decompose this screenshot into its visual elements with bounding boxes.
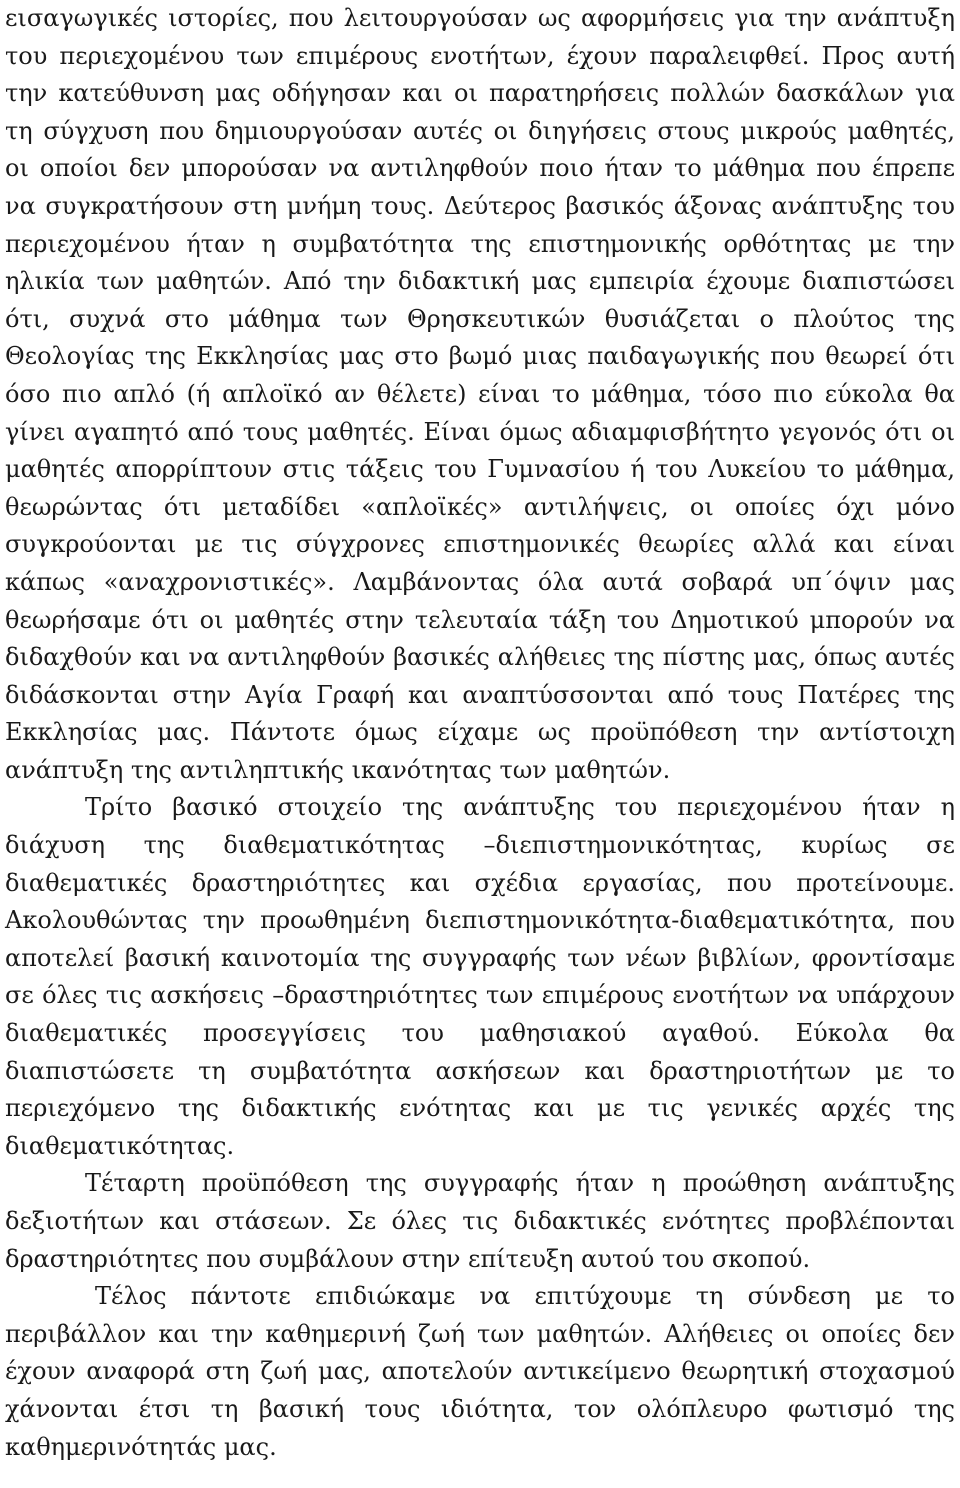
document-page (5, 0, 955, 1466)
paragraph-2: Τρίτο βασικό στοιχείο της ανάπτυξης του περιεχομένου ήταν η διάχυση της διαθεματικότητας –διεπιστημονικότητας, κυρίως σε διαθεματικές δραστηριότητες και σχέδια εργασίας, που προτείνουμε. Ακολουθώντας την προωθημένη διεπιστημονικότητα-διαθεματικότητα, που αποτελεί βασική καινοτομία της συγγραφής των νέων βιβλίων, φροντίσαμε σε όλες τις ασκήσεις –δραστηριότητες των επιμέρους ενοτήτων να υπάρχουν διαθεματικές προσεγγίσεις του μαθησιακού αγαθού. Εύκολα θα διαπιστώσετε τη συμβατότητα ασκήσεων και δραστηριοτήτων με το περιεχόμενο της διδακτικής ενότητας και με τις γενικές αρχές της διαθεματικότητας. (5, 793, 955, 1160)
paragraph-4: Τέλος πάντοτε επιδιώκαμε να επιτύχουμε τη σύνδεση με το περιβάλλον και την καθημερινή ζωή των μαθητών. Αλήθειες οι οποίες δεν έχουν αναφορά στη ζωή μας, αποτελούν αντικείμενο θεωρητική στοχασμού χάνονται έτσι τη βασική τους ιδιότητα, τον ολόπλευρο φωτισμό της καθημερινότητάς μας. (5, 1282, 955, 1461)
paragraph-1: εισαγωγικές ιστορίες, που λειτουργούσαν ως αφορμήσεις για την ανάπτυξη του περιεχομένου των επιμέρους ενοτήτων, έχουν παραλειφθεί. Προς αυτή την κατεύθυνση μας οδήγησαν και οι παρατηρήσεις πολλών δασκάλων για τη σύγχυση που δημιουργούσαν αυτές οι διηγήσεις στους μικρούς μαθητές, οι οποίοι δεν μπορούσαν να αντιληφθούν ποιο ήταν το μάθημα που έπρεπε να συγκρατήσουν στη μνήμη τους. Δεύτερος βασικός άξονας ανάπτυξης του περιεχομένου ήταν η συμβατότητα της επιστημονικής ορθότητας με την ηλικία των μαθητών. Από την διδακτική μας εμπειρία έχουμε διαπιστώσει ότι, συχνά στο μάθημα των Θρησκευτικών θυσιάζεται ο πλούτος της Θεολογίας της Εκκλησίας μας στο βωμό μιας παιδαγωγικής που θεωρεί ότι όσο πιο απλό (ή απλοϊκό αν θέλετε) είναι το μάθημα, τόσο πιο εύκολα θα γίνει αγαπητό από τους μαθητές. Είναι όμως αδιαμφισβήτητο γεγονός ότι οι μαθητές απορρίπτουν στις τάξεις του Γυμνασίου ή του Λυκείου το μάθημα, θεωρώντας ότι μεταδίδει «απλοϊκές» αντιλήψεις, οι οποίες όχι μόνο συγκρούονται με τις σύγχρονες επιστημονικές θεωρίες αλλά και είναι κάπως «αναχρονιστικές». Λαμβάνοντας όλα αυτά σοβαρά υπ΄όψιν μας θεωρήσαμε ότι οι μαθητές στην τελευταία τάξη του Δημοτικού μπορούν να διδαχθούν και να αντιληφθούν βασικές αλήθειες της πίστης μας, όπως αυτές διδάσκονται στην Αγία Γραφή και αναπτύσσονται από τους Πατέρες της Εκκλησίας μας. Πάντοτε όμως είχαμε ως προϋπόθεση την αντίστοιχη ανάπτυξη της αντιληπτικής ικανότητας των μαθητών. (5, 4, 955, 784)
paragraph-3: Τέταρτη προϋπόθεση της συγγραφής ήταν η προώθηση ανάπτυξης δεξιοτήτων και στάσεων. Σε όλες τις διδακτικές ενότητες προβλέπονται δραστηριότητες που συμβάλουν στην επίτευξη αυτού του σκοπού. (5, 1169, 955, 1273)
